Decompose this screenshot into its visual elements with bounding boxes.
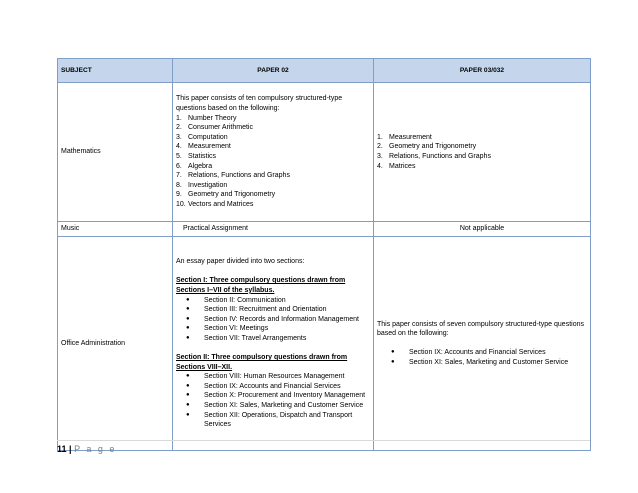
office-section-2-list: [176, 372, 370, 430]
list-text: Section XI: Sales, Marketing and Customer Service: [204, 402, 364, 410]
list-number: 5.: [176, 153, 182, 160]
bullet-icon: ●: [391, 349, 395, 356]
list-number: 3.: [176, 133, 182, 141]
list-item: [176, 123, 370, 133]
list-number: 7.: [176, 172, 182, 180]
office-section-1-list: [176, 296, 370, 344]
office-paper-02-cell: [173, 237, 374, 451]
page-number: 11: [57, 444, 67, 454]
music-paper-02: Practical Assignment: [173, 222, 374, 237]
list-number: 8.: [176, 181, 182, 189]
list-text: Vectors and Matrices: [188, 200, 254, 208]
list-item: [186, 334, 370, 344]
list-text: Matrices: [389, 162, 416, 170]
list-text: Number Theory: [188, 114, 237, 122]
list-item: [176, 133, 370, 143]
list-item: [176, 142, 370, 152]
list-number: 10.: [176, 200, 186, 208]
bullet-icon: ●: [186, 296, 190, 303]
table-header-row: [58, 59, 591, 83]
list-item: [186, 315, 370, 325]
list-text: Measurement: [188, 143, 231, 151]
bullet-icon: ●: [186, 325, 190, 332]
header-paper-02: PAPER 02: [173, 59, 374, 83]
list-item: [186, 324, 370, 334]
list-text: Section IV: Records and Information Management: [204, 315, 359, 323]
subject-mathematics: Mathematics: [58, 83, 173, 222]
footer-separator: |: [69, 444, 72, 454]
list-item: [186, 296, 370, 306]
list-text: Measurement: [389, 133, 432, 141]
math-paper-03-cell: [374, 83, 591, 222]
math-paper-02-list: [176, 114, 370, 210]
table-row-music: [58, 222, 591, 237]
header-subject: SUBJECT: [58, 59, 173, 83]
math-paper-02-intro: This paper consists of ten compulsory structured-type questions based on the following:: [176, 95, 343, 113]
office-paper-03-list: [377, 348, 587, 367]
math-paper-03-list: [377, 133, 587, 171]
office-paper-03-intro: This paper consists of seven compulsory structured-type questions based on the following:: [377, 320, 584, 338]
list-number: 1.: [377, 133, 383, 141]
list-number: 9.: [176, 191, 182, 199]
list-item: [377, 142, 587, 152]
list-item: [186, 411, 370, 430]
list-item: [176, 114, 370, 124]
list-text: Section VIII: Human Resources Management: [204, 373, 345, 381]
list-item: [176, 181, 370, 191]
list-text: Section III: Recruitment and Orientation: [204, 306, 327, 314]
page-footer: [57, 444, 116, 454]
list-item: [377, 162, 587, 172]
office-paper-02-intro: An essay paper divided into two sections:: [176, 258, 305, 266]
list-text: Section XI: Sales, Marketing and Customer Service: [409, 358, 569, 366]
list-number: 4.: [377, 162, 383, 170]
list-item: [186, 382, 370, 392]
office-paper-03-cell: [374, 237, 591, 451]
list-text: Relations, Functions and Graphs: [188, 172, 290, 180]
list-item: [391, 358, 587, 368]
list-item: [176, 200, 370, 210]
list-text: Section XII: Operations, Dispatch and Transport Services: [204, 411, 353, 429]
list-text: Section X: Procurement and Inventory Management: [204, 392, 366, 400]
list-item: [176, 171, 370, 181]
music-paper-03: Not applicable: [374, 222, 591, 237]
bullet-icon: ●: [186, 411, 190, 418]
list-text: Statistics: [188, 153, 217, 160]
list-item: [176, 190, 370, 200]
list-text: Investigation: [188, 181, 228, 189]
list-number: 1.: [176, 114, 182, 122]
list-item: [176, 152, 370, 162]
list-number: 2.: [377, 143, 383, 151]
math-paper-02-cell: [173, 83, 374, 222]
list-number: 4.: [176, 143, 182, 151]
bullet-icon: ●: [186, 392, 190, 399]
list-item: [391, 348, 587, 358]
list-number: 6.: [176, 162, 182, 170]
list-item: [377, 152, 587, 162]
syllabus-table: [57, 58, 591, 451]
list-text: Section IX: Accounts and Financial Services: [409, 349, 546, 357]
list-text: Section IX: Accounts and Financial Services: [204, 382, 341, 390]
list-text: Section II: Communication: [204, 296, 286, 304]
list-text: Relations, Functions and Graphs: [389, 153, 491, 160]
subject-office-administration: Office Administration: [58, 237, 173, 451]
bullet-icon: ●: [186, 334, 190, 341]
list-text: Section VII: Travel Arrangements: [204, 334, 307, 342]
list-item: [186, 391, 370, 401]
table-row-mathematics: [58, 83, 591, 222]
list-number: 3.: [377, 153, 383, 160]
bullet-icon: ●: [186, 306, 190, 313]
office-section-1-heading: Section I: Three compulsory questions drawn from Sections I–VII of the syllabus.: [176, 277, 346, 294]
list-text: Geometry and Trigonometry: [188, 191, 276, 199]
list-text: Algebra: [188, 162, 213, 170]
header-paper-03: PAPER 03/032: [374, 59, 591, 83]
subject-music: Music: [58, 222, 173, 237]
list-text: Section VI: Meetings: [204, 325, 269, 333]
table-row-office-administration: [58, 237, 591, 451]
office-section-2-heading: Section II: Three compulsory questions drawn from Sections VIII–XII.: [176, 354, 348, 371]
bullet-icon: ●: [186, 382, 190, 389]
page-word: P a g e: [74, 444, 117, 454]
bullet-icon: ●: [391, 358, 395, 365]
footer-divider: [57, 440, 590, 441]
list-number: 2.: [176, 124, 182, 132]
bullet-icon: ●: [186, 402, 190, 409]
list-text: Geometry and Trigonometry: [389, 143, 477, 151]
list-item: [176, 162, 370, 172]
list-item: [186, 305, 370, 315]
list-item: [186, 401, 370, 411]
list-item: [377, 133, 587, 143]
bullet-icon: ●: [186, 315, 190, 322]
list-item: [186, 372, 370, 382]
list-text: Consumer Arithmetic: [188, 124, 253, 132]
list-text: Computation: [188, 133, 228, 141]
bullet-icon: ●: [186, 373, 190, 380]
